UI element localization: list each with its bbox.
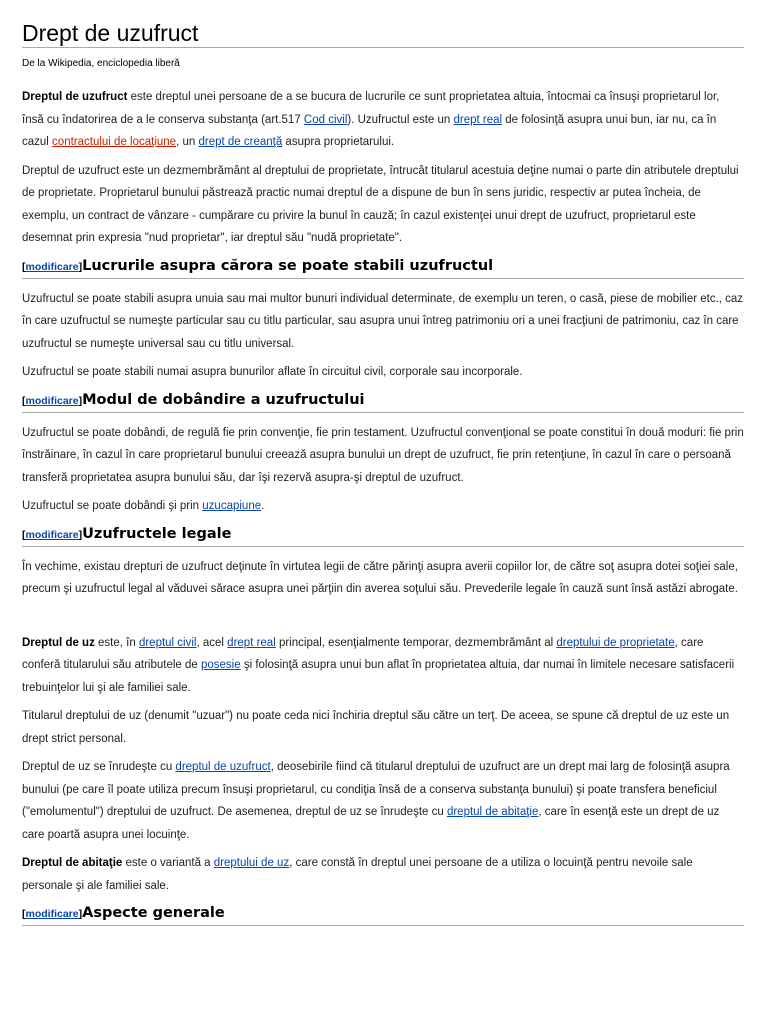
text: Uzufructul se poate dobândi şi prin	[22, 500, 203, 512]
link-dreptului-de-proprietate[interactable]: dreptului de proprietate	[556, 636, 675, 649]
heading-text: Lucrurile asupra cărora se poate stabili uzufructul	[82, 257, 494, 274]
bold-term: Dreptul de abitaţie	[22, 857, 123, 869]
link-dreptul-de-uzufruct[interactable]: dreptul de uzufruct	[175, 761, 271, 773]
text: , acel	[196, 636, 228, 649]
page-title: Drept de uzufruct	[22, 0, 744, 48]
link-drept-de-creanta[interactable]: drept de creanţă	[198, 136, 283, 148]
edit-section: [modificare]	[22, 394, 83, 407]
paragraph-drept-de-uz	[22, 632, 744, 700]
article	[22, 0, 744, 926]
link-drept-real[interactable]: drept real	[453, 113, 503, 126]
paragraph-vechime: În vechime, existau drepturi de uzufruct deţinute în virtutea legii de către părinţi asupra averii copiilor lor, de către soţ asupra dotei soţiei sale, precum şi uzufructul legal al văduvei sărace asupra unei părţiin din averea soţului său. Prevederile legale în cauză sunt însă astăzi abrogate.	[22, 560, 738, 595]
bold-term: Dreptul de uz	[22, 636, 95, 649]
paragraph-uzucapiune	[22, 495, 744, 518]
paragraph-conventie: Uzufructul se poate dobândi, de regulă fie prin convenţie, fie prin testament. Uzufructul convenţional se poate constitui în două moduri: fie prin înstrăinare, în cazul în care proprietarul bunului creează asupra bunului un drept de uzufruct, fie prin retenţiune, în cazul în care o persoană transferă proprietatea asupra bunului său, dar îşi rezervă asupra-şi dreptul de uzufruct.	[22, 426, 744, 484]
section-heading-aspecte-generale	[22, 903, 744, 926]
link-dreptul-civil[interactable]: dreptul civil	[138, 636, 197, 649]
text: de folosinţă asupra unui bun, iar nu, ca în cazul	[22, 113, 717, 148]
section-heading-uzufructele-legale	[22, 524, 744, 547]
site-tagline: De la Wikipedia, enciclopedia liberă	[22, 58, 180, 69]
text: este, în	[94, 636, 139, 649]
heading-text: Aspecte generale	[82, 905, 225, 921]
link-posesie[interactable]: posesie	[201, 659, 241, 671]
edit-link[interactable]: modificare	[25, 394, 79, 407]
paragraph-uzuar: Titularul dreptului de uz (denumit "uzuar") nu poate ceda nici închiria dreptul său către un terţ. De aceea, se spune că dreptul de uz este un drept strict personal.	[22, 710, 730, 745]
text: Dreptul de uz se înrudeşte cu	[22, 761, 176, 773]
text: este dreptul unei persoane de a se bucura de lucrurile ce sunt proprietatea altuia, întocmai ca însuşi proprietarul lor, însă cu îndatorirea de a le conserva substanţa (art.517	[22, 91, 720, 126]
paragraph-circuit-civil: Uzufructul se poate stabili numai asupra bunurilor aflate în circuitul civil, corporale sau incorporale.	[22, 366, 523, 378]
bold-term: Dreptul de uzufruct	[22, 91, 128, 103]
text: , care în esenţă este un drept de uz care poartă asupra unei locuinţe.	[22, 806, 720, 841]
edit-link[interactable]: modificare	[25, 908, 79, 920]
text: şi folosinţă asupra unui bun aflat în proprietatea altuia, dar numai în limitele necesare satisfacerii trebuinţelor lui şi ale familiei sale.	[22, 659, 735, 694]
edit-section: [modificare]	[22, 260, 83, 273]
text: , care conferă titularului său atributele de	[22, 636, 704, 671]
paragraph-dezmembramant: Dreptul de uzufruct este un dezmembrământ al dreptului de proprietate, întrucât titularul acestuia deţine numai o parte din atributele dreptului de proprietate. Proprietarul bunului păstrează practic numai dreptul de a dispune de bun în sens juridic, respectiv ar putea încheia, de exemplu, un contract de vânzare - cumpărare cu privire la bunul în cauză; în cazul existenţei unui drept de uzufruct, proprietarul este desemnat prin expresia "nud proprietar", iar dreptul său "nudă proprietate".	[22, 164, 739, 244]
section-heading-lucrurile	[22, 256, 744, 279]
text: asupra proprietarului.	[282, 136, 395, 148]
link-uzucapiune[interactable]: uzucapiune	[202, 500, 262, 512]
paragraph-bunuri: Uzufructul se poate stabili asupra unuia sau mai multor bunuri individual determinate, de exemplu un teren, o casă, piese de mobilier etc., caz în care uzufructul se numeşte particular sau cu titlu particular, sau asupra unui întreg patrimoniu ori a unei fracţiuni de patrimoniu, caz în care uzufructul se numeşte universal sau cu titlu universal.	[22, 292, 744, 350]
text: este o variantă a	[122, 857, 214, 869]
edit-section: [modificare]	[22, 528, 83, 541]
text: , deosebirile fiind că titularul dreptului de uzufruct are un drept mai larg de folosinţă asupra bunului (pe care îl poate utiliza precum însuşi proprietarul, cu condiţia însă de a conserva substanţa bunului) şi poate transfera beneficiul ("emolumentul") dreptului de uzufruct. De asemenea, dreptul de uz se înrudeşte cu	[22, 761, 730, 818]
text: principal, esenţialmente temporar, dezmembrământ al	[275, 636, 557, 649]
paragraph-intro	[22, 86, 744, 154]
paragraph-abitatie	[22, 852, 744, 897]
text: , un	[176, 136, 199, 148]
link-dreptul-de-abitatie[interactable]: dreptul de abitaţie	[446, 806, 539, 818]
section-heading-dobandire	[22, 390, 744, 413]
link-cod-civil[interactable]: Cod civil	[303, 113, 348, 126]
link-dreptului-de-uz[interactable]: dreptului de uz	[213, 857, 290, 869]
text: , care constă în dreptul unei persoane de a utiliza o locuinţă pentru nevoile sale personale şi ale familiei sale.	[22, 857, 693, 892]
text: .	[261, 500, 265, 512]
edit-section: [modificare]	[22, 908, 83, 920]
paragraph-inrudire	[22, 756, 744, 846]
heading-text: Uzufructele legale	[82, 525, 232, 542]
text: ). Uzufructul este un	[347, 113, 454, 126]
edit-link[interactable]: modificare	[25, 260, 79, 273]
link-drept-real[interactable]: drept real	[227, 636, 276, 649]
edit-link[interactable]: modificare	[25, 528, 79, 541]
heading-text: Modul de dobândire a uzufructului	[82, 391, 365, 408]
link-contractului-de-locatiune[interactable]: contractului de locaţiune	[52, 136, 177, 148]
